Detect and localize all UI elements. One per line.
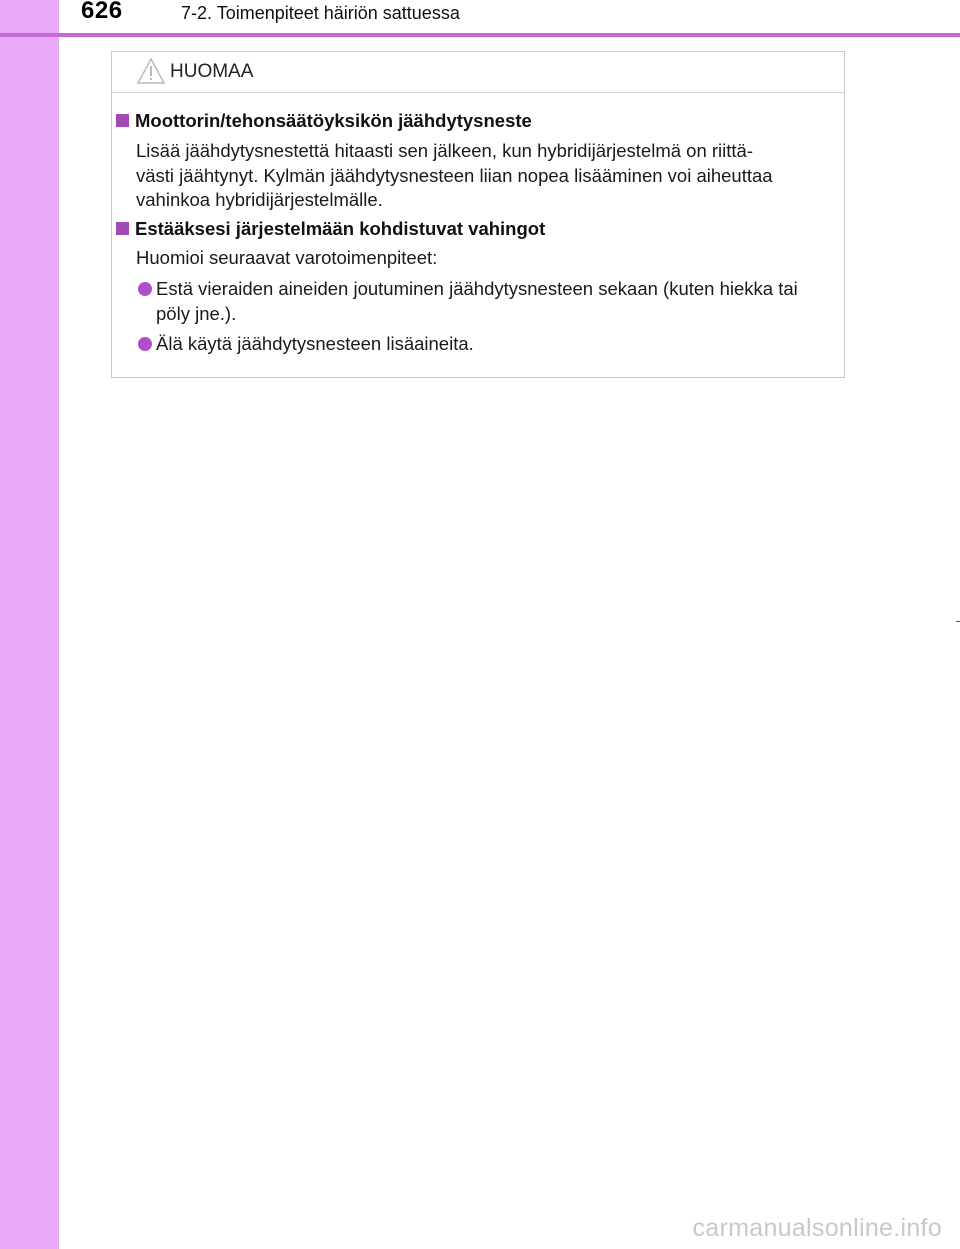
section-heading-text: Moottorin/tehonsäätöyksikön jäähdytysneste (135, 110, 532, 131)
list-item (136, 277, 836, 326)
square-bullet-icon (116, 114, 129, 127)
notice-header (112, 52, 844, 93)
round-bullet-icon (138, 337, 152, 351)
margin-tick (956, 621, 960, 622)
page-number: 626 (81, 0, 123, 24)
coolant-paragraph (136, 139, 836, 213)
precautions-intro: Huomioi seuraavat varotoimenpiteet: (136, 247, 438, 268)
list-item-text: Estä vieraiden aineiden joutuminen jäähdytysnesteen sekaan (kuten hiekka tai pöly jne.). (156, 278, 798, 324)
square-bullet-icon (116, 222, 129, 235)
notice-title: HUOMAA (170, 61, 254, 82)
notice-box (111, 51, 845, 378)
paragraph-line: Lisää jäähdytysnestettä hitaasti sen jälkeen, kun hybridijärjestelmä on riittä- (136, 140, 753, 161)
warning-triangle-icon (136, 57, 166, 85)
section-title: 7-2. Toimenpiteet häiriön sattuessa (181, 3, 460, 23)
watermark: carmanualsonline.info (692, 1214, 942, 1242)
section-heading-damage (116, 218, 545, 240)
paragraph-line: vahinkoa hybridijärjestelmälle. (136, 189, 383, 210)
section-heading-text: Estääksesi järjestelmään kohdistuvat vahingot (135, 218, 546, 239)
list-item-text: Älä käytä jäähdytysnesteen lisäaineita. (156, 333, 474, 354)
side-color-bar (0, 0, 59, 1249)
section-heading-coolant (116, 110, 532, 132)
list-item (136, 332, 836, 357)
round-bullet-icon (138, 282, 152, 296)
paragraph-line: västi jäähtynyt. Kylmän jäähdytysnesteen liian nopea lisääminen voi aiheuttaa (136, 164, 773, 186)
header-rule (0, 33, 960, 37)
